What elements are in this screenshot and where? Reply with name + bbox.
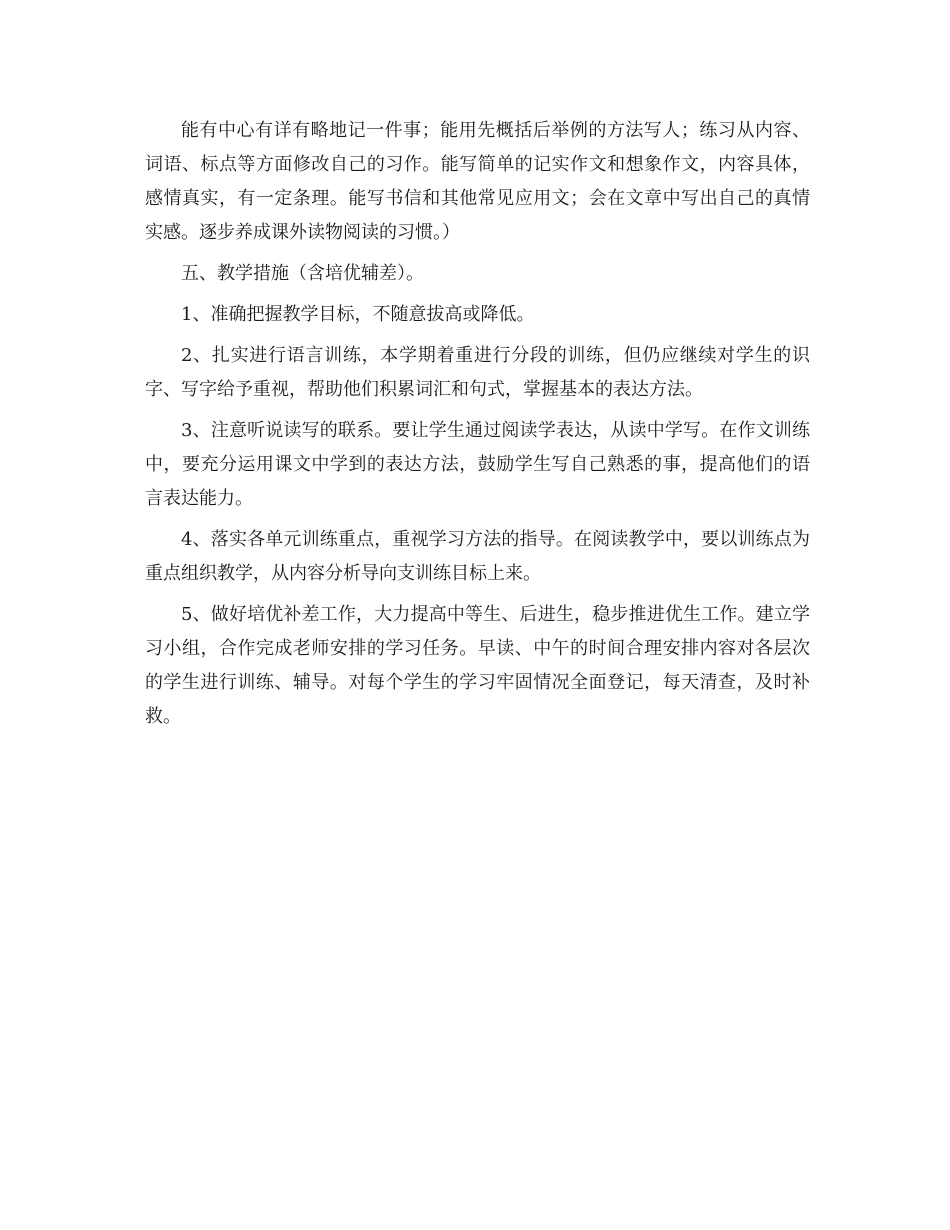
paragraph-measure-2: 2、扎实进行语言训练，本学期着重进行分段的训练，但仍应继续对学生的识字、写字给予重视，帮助他们积累词汇和句式，掌握基本的表达方法。 — [145, 345, 810, 400]
section-heading-teaching-measures: 五、教学措施（含培优辅差）。 — [181, 263, 424, 284]
paragraph-measure-5: 5、做好培优补差工作，大力提高中等生、后进生，稳步推进优生工作。建立学习小组，合作完成老师安排的学习任务。早读、中午的时间合理安排内容对各层次的学生进行训练、辅导。对每个学生的学习牢固情况全面登记，每天清查，及时补救。 — [145, 604, 810, 727]
paragraph-measure-4: 4、落实各单元训练重点，重视学习方法的指导。在阅读教学中，要以训练点为重点组织教学，从内容分析导向支训练目标上来。 — [145, 529, 810, 584]
paragraph-measure-3: 3、注意听说读写的联系。要让学生通过阅读学表达，从读中学写。在作文训练中，要充分运用课文中学到的表达方法，鼓励学生写自己熟悉的事，提高他们的语言表达能力。 — [145, 420, 810, 509]
document-body — [145, 114, 810, 741]
paragraph-measure-1: 1、准确把握教学目标，不随意拔高或降低。 — [181, 304, 535, 325]
paragraph-writing-goals: 能有中心有详有略地记一件事；能用先概括后举例的方法写人；练习从内容、词语、标点等方面修改自己的习作。能写简单的记实作文和想象作文，内容具体，感情真实，有一定条理。能写书信和其他常见应用文；会在文章中写出自己的真情实感。逐步养成课外读物阅读的习惯。） — [145, 120, 810, 243]
